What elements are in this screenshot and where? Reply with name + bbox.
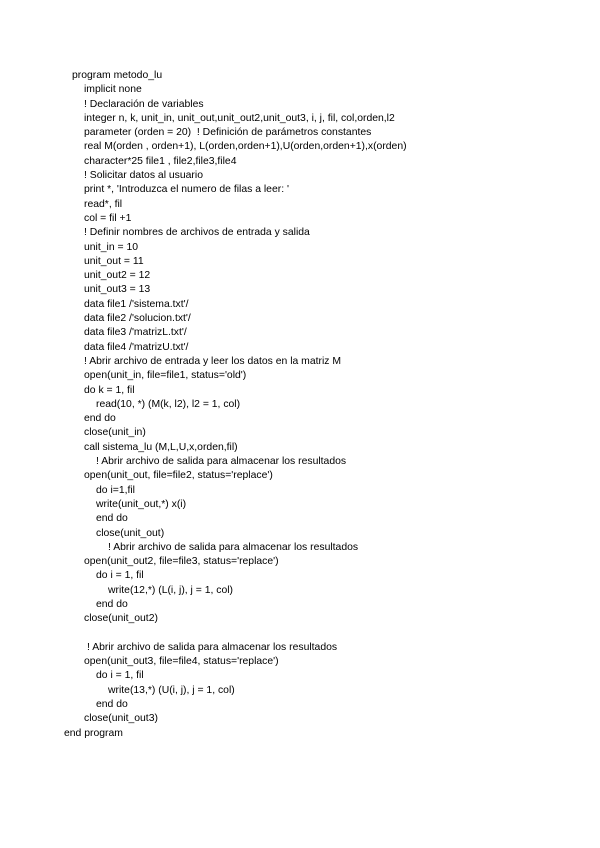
code-line: data file4 /'matrizU.txt'/ xyxy=(84,341,189,353)
code-line: do i = 1, fil xyxy=(96,570,144,582)
code-line: do k = 1, fil xyxy=(84,384,135,396)
code-line: print *, 'Introduzca el numero de filas a leer: ' xyxy=(84,184,289,196)
code-line: unit_out3 = 13 xyxy=(84,284,151,296)
code-line: open(unit_in, file=file1, status='old') xyxy=(84,370,247,382)
code-line: write(13,*) (U(i, j), j = 1, col) xyxy=(108,684,235,696)
code-line: write(unit_out,*) x(i) xyxy=(96,498,187,510)
code-line: data file3 /'matrizL.txt'/ xyxy=(84,327,187,339)
code-line: read(10, *) (M(k, l2), l2 = 1, col) xyxy=(96,398,241,410)
code-line: ! Solicitar datos al usuario xyxy=(84,170,203,182)
code-line: end do xyxy=(96,513,128,525)
code-line: open(unit_out3, file=file4, status='replace') xyxy=(84,656,279,668)
code-line: close(unit_out) xyxy=(96,527,165,539)
code-line: close(unit_out3) xyxy=(84,713,158,725)
code-line: read*, fil xyxy=(84,198,123,210)
code-line: data file2 /'solucion.txt'/ xyxy=(84,313,191,325)
code-line: col = fil +1 xyxy=(84,212,132,224)
code-line: unit_in = 10 xyxy=(84,241,139,253)
code-line: ! Abrir archivo de entrada y leer los datos en la matriz M xyxy=(84,355,341,367)
code-line: close(unit_out2) xyxy=(84,613,158,625)
code-line: ! Declaración de variables xyxy=(84,98,204,110)
code-line: end do xyxy=(84,413,116,425)
code-line: real M(orden , orden+1), L(orden,orden+1),U(orden,orden+1),x(orden) xyxy=(84,141,407,153)
code-line: unit_out2 = 12 xyxy=(84,270,151,282)
code-line: unit_out = 11 xyxy=(84,255,144,267)
code-line: open(unit_out, file=file2, status='replace') xyxy=(84,470,273,482)
code-line: end do xyxy=(96,699,128,711)
code-line: parameter (orden = 20) ! Definición de parámetros constantes xyxy=(84,127,372,139)
code-line: implicit none xyxy=(84,84,142,96)
code-line: end do xyxy=(96,598,128,610)
code-line: ! Abrir archivo de salida para almacenar los resultados xyxy=(87,641,338,653)
code-line: write(12,*) (L(i, j), j = 1, col) xyxy=(108,584,234,596)
code-line: data file1 /'sistema.txt'/ xyxy=(84,298,189,310)
code-line: integer n, k, unit_in, unit_out,unit_out2,unit_out3, i, j, fil, col,orden,l2 xyxy=(84,112,395,124)
code-line: ! Definir nombres de archivos de entrada y salida xyxy=(84,227,310,239)
code-line: do i=1,fil xyxy=(96,484,135,496)
code-line: ! Abrir archivo de salida para almacenar los resultados xyxy=(96,456,347,468)
code-line: close(unit_in) xyxy=(84,427,146,439)
code-line: do i = 1, fil xyxy=(96,670,144,682)
code-line: ! Abrir archivo de salida para almacenar los resultados xyxy=(108,541,359,553)
code-line: open(unit_out2, file=file3, status='replace') xyxy=(84,556,279,568)
code-line: end program xyxy=(64,727,123,739)
code-line: call sistema_lu (M,L,U,x,orden,fil) xyxy=(84,441,238,453)
fortran-code-block xyxy=(0,69,600,741)
blank-line xyxy=(0,627,600,641)
code-line: character*25 file1 , file2,file3,file4 xyxy=(84,155,237,167)
code-line: program metodo_lu xyxy=(72,70,163,81)
